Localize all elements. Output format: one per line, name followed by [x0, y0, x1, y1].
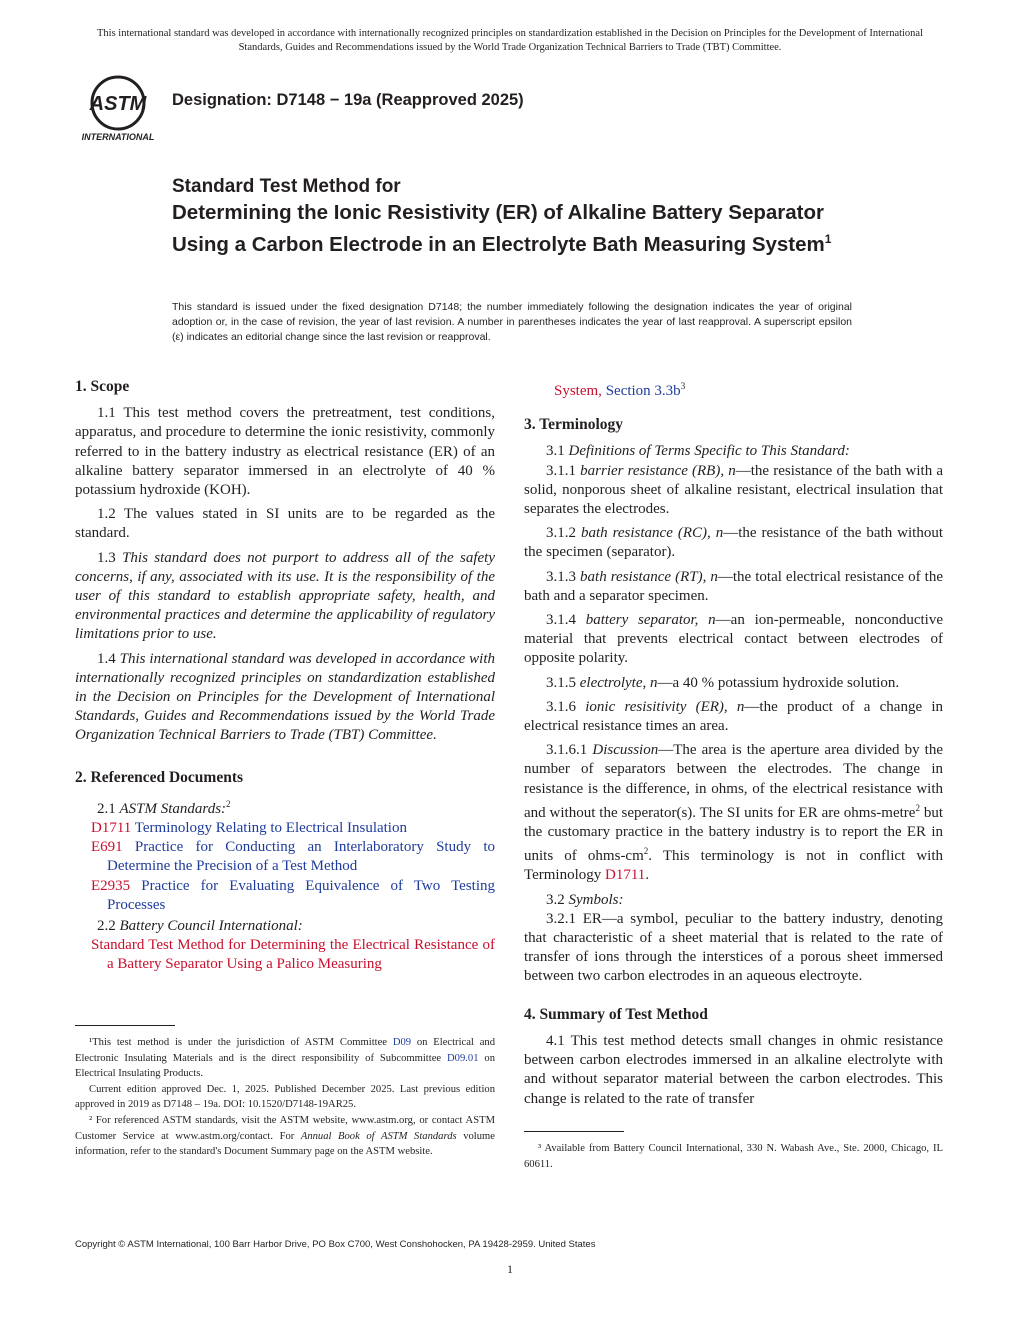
footnotes-right — [524, 1141, 943, 1172]
footnote-1: ¹This test method is under the jurisdiction of ASTM Committee D09 on Electrical and Electronic Insulating Materials and is the direct responsibility of Subcommittee D09.01 on Electrical Insulating Products. — [75, 1037, 495, 1080]
term-3-1-4: 3.1.4 battery separator, n—an ion-permeable, nonconductive material that prevents electrical contact between electrodes of opposite polarity. — [524, 612, 944, 667]
document-title — [172, 175, 872, 258]
ref-d1711[interactable]: D1711 Terminology Relating to Electrical Insulation — [91, 820, 407, 837]
astm-standards-label: 2.1 ASTM Standards:$^2$ — [97, 798, 231, 817]
term-3-2: 3.2 Symbols: — [546, 891, 624, 908]
footnote-divider-left — [75, 1025, 175, 1026]
terminology-heading: 3. Terminology — [524, 416, 624, 434]
term-3-1-3: 3.1.3 bath resistance (RT), n—the total electrical resistance of the bath and a separator specimen. — [524, 568, 943, 604]
referenced-heading: 2. Referenced Documents — [75, 768, 244, 786]
scope-heading: 1. Scope — [75, 378, 130, 395]
term-3-1: 3.1 Definitions of Terms Specific to This Standard: — [546, 443, 850, 460]
issued-note: This standard is issued under the fixed designation D7148; the number immediately following the designation indicates the year of original adoption or, in the case of revision, the year of last revision. A number in parentheses indicates the year of last reapproval. A superscript epsilon (ε) indicates an editorial change since the last revision or reapproval. — [172, 301, 852, 343]
term-3-2-1: 3.2.1 ER—a symbol, peculiar to the battery industry, denoting that characteristic of a sheet material that is related to the rate of transfer of ions through the interstices of a porous sheet immersed between two carbon electrodes in an aqueous electroyte. — [524, 910, 943, 985]
astm-logo-icon — [76, 73, 160, 145]
footnote-3: ³ Available from Battery Council International, 330 N. Wabash Ave., Ste. 2000, Chicago, IL 60611. — [524, 1143, 943, 1170]
right-column — [524, 377, 943, 1114]
logo-subtext: INTERNATIONAL — [81, 132, 155, 142]
summary-heading: 4. Summary of Test Method — [524, 1005, 708, 1023]
bci-label: 2.2 Battery Council International: — [97, 918, 303, 935]
title-line-1: Standard Test Method for — [172, 176, 401, 197]
page-number: 1 — [507, 1262, 513, 1276]
term-3-1-6-1: 3.1.6.1 Discussion—The area is the aperture area divided by the number of separators between the electrodes. The change in resistance is the difference, in ohms, of the electrical resistance with and without the seperator(s). The SI units for ER are ohms-metre$^2$ but the customary practice in the battery industry is to report the ER in units of ohms-$cm^2$. This terminology is not in conflict with Terminology D1711. — [524, 742, 944, 884]
link-d1711[interactable]: D1711 — [605, 867, 646, 884]
term-3-1-6: 3.1.6 ionic resisitivity (ER), n—the product of a change in electrical resistance times an area. — [524, 698, 943, 735]
designation: Designation: D7148 − 19a (Reapproved 2025) — [172, 91, 524, 109]
footnote-1-edition: Current edition approved Dec. 1, 2025. Published December 2025. Last previous edition approved in 2019 as D7148 – 19a. DOI: 10.1520/D7148-19AR25. — [75, 1083, 495, 1111]
scope-1-4: 1.4 This international standard was developed in accordance with internationally recognized principles on standardization established in the Decision on Principles for the Development of International Standards, Guides and Recommendations issued by the World Trade Organization Technical Barriers to Trade (TBT) Committee. — [75, 650, 495, 744]
astm-logo — [76, 73, 160, 145]
title-footnote-mark: 1 — [824, 232, 832, 246]
scope-1-2: 1.2 The values stated in SI units are to be regarded as the standard. — [75, 506, 495, 542]
left-column — [75, 377, 495, 975]
ref-bci[interactable]: Standard Test Method for Determining the Electrical Resistance of a Battery Separator Using a Palico Measuring — [91, 937, 495, 973]
copyright: Copyright © ASTM International, 100 Barr Harbor Drive, PO Box C700, West Conshohocken, PA 19428-2959. United States — [75, 1239, 596, 1250]
title-line-2: Determining the Ionic Resistivity (ER) of Alkaline Battery Separator Using a Carbon Electrode in an Electrolyte Bath Measuring System — [172, 201, 825, 256]
scope-1-3: 1.3 This standard does not purport to address all of the safety concerns, if any, associated with its use. It is the responsibility of the user of this standard to establish appropriate safety, health, and environmental practices and determine the applicability of regulatory limitations prior to use. — [75, 549, 496, 643]
logo-text: ASTM — [89, 93, 147, 115]
footnote-2: ² For referenced ASTM standards, visit the ASTM website, www.astm.org, or contact ASTM Customer Service at www.astm.org/contact. For Annual Book of ASTM Standards volume information, refer to the standard's Document Summary page on the ASTM website. — [75, 1114, 495, 1158]
ref-e691[interactable]: E691 Practice for Conducting an Interlaboratory Study to Determine the Precision of a Test Method — [91, 839, 495, 875]
footnote-divider-right — [524, 1131, 624, 1132]
term-3-1-2: 3.1.2 bath resistance (RC), n—the resistance of the bath without the specimen (separator). — [524, 525, 943, 561]
bci-ref-continued[interactable]: System, Section $3.3b^3$ — [554, 381, 686, 399]
term-3-1-1: 3.1.1 barrier resistance (RB), n—the resistance of the bath with a solid, nonporous sheet of alkaline resistant, electrical insulation that separates the electrodes. — [524, 462, 944, 518]
footnotes-left — [75, 1035, 495, 1160]
scope-1-1: 1.1 This test method covers the pretreatment, test conditions, apparatus, and procedure to determine the ionic resistivity, commonly referred to in the battery industry as electrical resistance (ER) of an alkaline battery separator immersed in an electrolyte of 40 % potassium hydroxide (KOH). — [75, 405, 495, 499]
top-notice: This international standard was developed in accordance with internationally recognized principles on standardization established in the Decision on Principles for the Development of International Standards, Guides and Recommendations issued by the World Trade Organization Technical Barriers to Trade (TBT) Committee. — [96, 28, 924, 53]
summary-4-1: 4.1 This test method detects small changes in ohmic resistance between carbon electrodes immersed in an alkaline electrolyte with and without separator material between the carbon electrodes. This change is related to the rate of transfer — [524, 1032, 943, 1107]
ref-e2935[interactable]: E2935 Practice for Evaluating Equivalence of Two Testing Processes — [91, 877, 496, 913]
term-3-1-5: 3.1.5 electrolyte, n—a 40 % potassium hydroxide solution. — [546, 674, 900, 691]
